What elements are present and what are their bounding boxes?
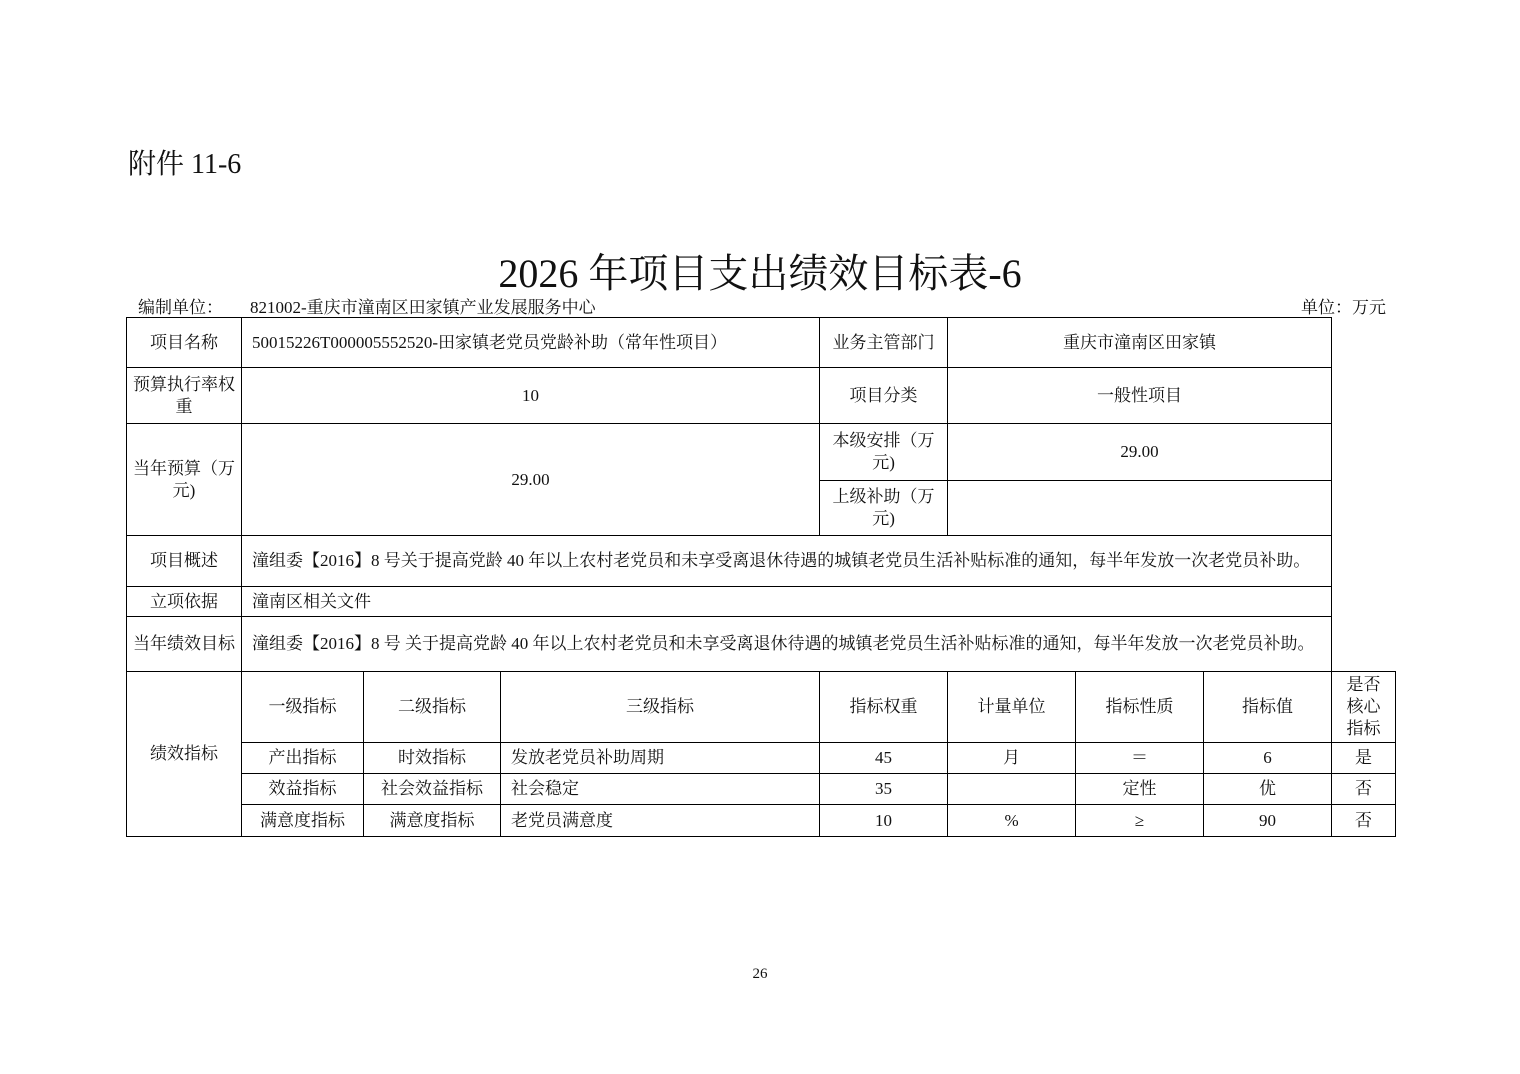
project-name-label: 项目名称 (127, 318, 242, 368)
header-cell: 指标性质 (1076, 672, 1204, 743)
table-cell: 月 (948, 743, 1076, 774)
upper-value (948, 481, 1332, 536)
table-cell: 优 (1204, 774, 1332, 805)
table-cell: 老党员满意度 (501, 805, 820, 837)
header-cell: 是否核心指标 (1332, 672, 1396, 743)
header-cell: 计量单位 (948, 672, 1076, 743)
table-cell: 定性 (1076, 774, 1204, 805)
table-cell: ＝ (1076, 743, 1204, 774)
table-cell: ≥ (1076, 805, 1204, 837)
category-label: 项目分类 (820, 368, 948, 424)
header-cell: 指标权重 (820, 672, 948, 743)
category: 一般性项目 (948, 368, 1332, 424)
table-cell: 6 (1204, 743, 1332, 774)
header-cell: 二级指标 (364, 672, 501, 743)
page-title: 2026 年项目支出绩效目标表-6 (498, 251, 1022, 296)
header-cell: 三级指标 (501, 672, 820, 743)
table-cell: 社会稳定 (501, 774, 820, 805)
local-label: 本级安排（万元) (820, 424, 948, 481)
upper-label: 上级补助（万元) (820, 481, 948, 536)
table-row (127, 805, 1396, 837)
table-cell: 35 (820, 774, 948, 805)
exec-rate: 10 (242, 368, 820, 424)
overview-text: 潼组委【2016】8 号关于提高党龄 40 年以上农村老党员和未享受离退休待遇的城镇老党员生活补贴标准的通知，每半年发放一次老党员补助。 (242, 536, 1332, 587)
performance-table (126, 317, 1396, 837)
budget: 29.00 (242, 424, 820, 536)
table-cell: 时效指标 (364, 743, 501, 774)
compiler-label: 编制单位： (138, 298, 223, 317)
table-cell (948, 774, 1076, 805)
basis-label: 立项依据 (127, 587, 242, 617)
attachment-label: 附件 11-6 (128, 149, 242, 180)
table-cell: 90 (1204, 805, 1332, 837)
project-name: 50015226T000005552520-田家镇老党员党龄补助（常年性项目） (242, 318, 820, 368)
dept: 重庆市潼南区田家镇 (948, 318, 1332, 368)
goal-label: 当年绩效目标 (127, 617, 242, 672)
table-cell: 满意度指标 (242, 805, 364, 837)
table-cell: 满意度指标 (364, 805, 501, 837)
table-row (127, 743, 1396, 774)
table-cell: % (948, 805, 1076, 837)
table-cell: 否 (1332, 774, 1396, 805)
table-cell: 社会效益指标 (364, 774, 501, 805)
exec-rate-label: 预算执行率权重 (127, 368, 242, 424)
table-cell: 效益指标 (242, 774, 364, 805)
page-number: 26 (752, 966, 768, 982)
table-cell: 产出指标 (242, 743, 364, 774)
basis-text: 潼南区相关文件 (242, 587, 1332, 617)
dept-label: 业务主管部门 (820, 318, 948, 368)
header-cell: 指标值 (1204, 672, 1332, 743)
table-row (127, 774, 1396, 805)
budget-label: 当年预算（万元) (127, 424, 242, 536)
table-cell: 45 (820, 743, 948, 774)
header-cell: 一级指标 (242, 672, 364, 743)
unit-label: 单位：万元 (1301, 298, 1386, 317)
table-cell: 10 (820, 805, 948, 837)
overview-label: 项目概述 (127, 536, 242, 587)
table-cell: 发放老党员补助周期 (501, 743, 820, 774)
compiler-info (138, 293, 596, 318)
compiler-value: 821002-重庆市潼南区田家镇产业发展服务中心 (250, 298, 596, 317)
goal-text: 潼组委【2016】8 号 关于提高党龄 40 年以上农村老党员和未享受离退休待遇的城镇老党员生活补贴标准的通知，每半年发放一次老党员补助。 (242, 617, 1332, 672)
table-cell: 是 (1332, 743, 1396, 774)
indicators-label: 绩效指标 (127, 672, 242, 837)
local-value: 29.00 (948, 424, 1332, 481)
table-cell: 否 (1332, 805, 1396, 837)
